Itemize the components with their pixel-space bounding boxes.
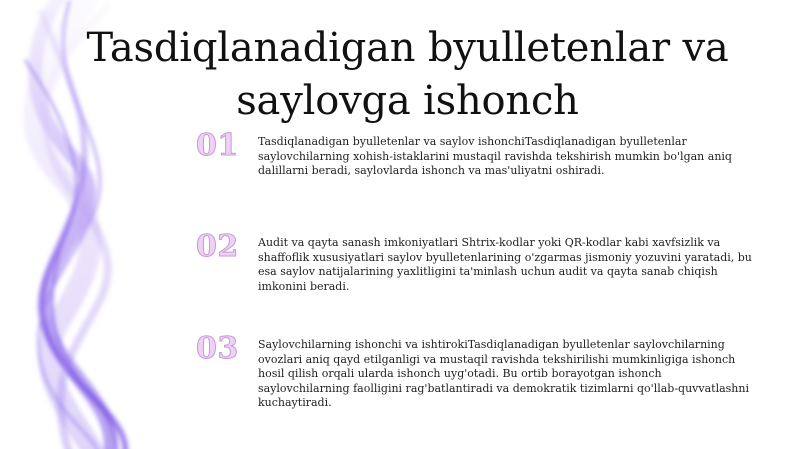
slide-title: Tasdiqlanadigan byulletenlar va saylovga ishonch	[86, 25, 729, 124]
item-number: 02	[196, 229, 239, 264]
item-text: Tasdiqlanadigan byulletenlar va saylov ishonchiTasdiqlanadigan byulletenlar saylovchilarning xohish-istaklarini mustaqil ravishda tekshirish mumkin bo'lgan aniq dalillarni beradi, saylovlarda ishonch va mas'uliyatni oshiradi.	[258, 135, 732, 178]
item-number: 03	[196, 331, 239, 366]
item-text: Audit va qayta sanash imkoniyatlari Shtrix-kodlar yoki QR-kodlar kabi xavfsizlik va shaffoflik xususiyatlari saylov byulletenlarining o'zgarmas jismoniy yozuvini yaratadi, bu esa saylov natijalarining yaxlitligini ta'minlash uchun audit va qayta sanab chiqish imkonini beradi.	[258, 236, 752, 293]
item-text: Saylovchilarning ishonchi va ishtirokiTasdiqlanadigan byulletenlar saylovchilarning ovozlari aniq qayd etilganligi va mustaqil ravishda tekshirilishi mumkinligiga ishonch hosil qilish orqali ularda ishonch uyg'otadi. Bu ortib borayotgan ishonch saylovchilarning faolligini rag'batlantiradi va demokratik tizimlarni qo'llab-quvvatlashni kuchaytiradi.	[258, 338, 749, 410]
item-number: 01	[196, 128, 239, 163]
